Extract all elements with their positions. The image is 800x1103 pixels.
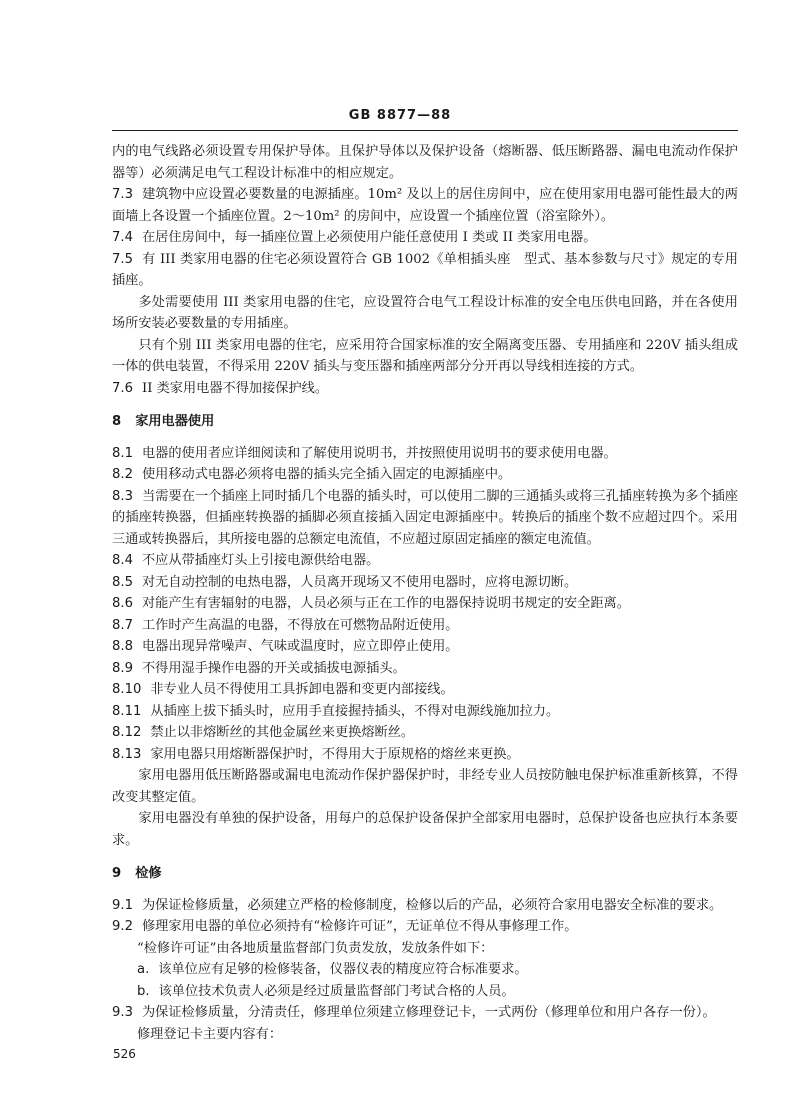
clause-number: 8.2: [112, 467, 133, 482]
clause-number: 8.3: [112, 488, 133, 504]
section-title: 家用电器使用: [135, 414, 215, 429]
clause-8-7: [112, 615, 738, 637]
clause-number: 7.5: [112, 251, 133, 267]
clause-text: II 类家用电器不得加接保护线。: [141, 380, 329, 396]
clause-text: 非专业人员不得使用工具拆卸电器和变更内部接线。: [150, 682, 454, 697]
clause-number: 9.3: [112, 1005, 133, 1020]
clause-text: 家用电器只用熔断器保护时，不得用大于原规格的熔丝来更换。: [150, 746, 520, 762]
clause-9-1: [112, 895, 738, 917]
clause-8-4: [112, 550, 738, 572]
clause-7-5-para-a: 多处需要使用 III 类家用电器的住宅，应设置符合电气工程设计标准的安全电压供电回路，并在各使用场所安装必要数量的专用插座。: [112, 294, 738, 331]
section-number: 8: [112, 414, 122, 429]
clause-8-3: [112, 486, 738, 551]
clause-number: 8.8: [112, 639, 133, 654]
clause-text: 为保证检修质量，分清责任，修理单位须建立修理登记卡，一式两份（修理单位和用户各存一份）。: [141, 1005, 716, 1020]
clause-9-2: [112, 916, 738, 938]
clause-9-3-para: 修理登记卡主要内容有：: [137, 1026, 283, 1042]
clause-8-8: [112, 636, 738, 658]
page-number: 526: [113, 1047, 136, 1061]
clause-8-9: [112, 658, 738, 680]
section-number: 9: [112, 866, 122, 881]
list-text: 该单位应有足够的检修装备，仪器仪表的精度应符合标准要求。: [158, 962, 528, 977]
clause-7-5: [112, 249, 738, 292]
clause-8-5: [112, 572, 738, 594]
clause-text: 工作时产生高温的电器，不得放在可燃物品附近使用。: [141, 617, 459, 633]
clause-7-6: [112, 378, 738, 400]
clause-text: 电器出现异常噪声、气味或温度时，应立即停止使用。: [141, 639, 459, 654]
clause-text: 对无自动控制的电热电器，人员离开现场又不使用电器时，应将电源切断。: [141, 574, 578, 590]
list-label: a.: [137, 962, 150, 977]
clause-text: 有 III 类家用电器的住宅必须设置符合 GB 1002《单相插头座 型式、基本参数与尺寸》规定的专用插座。: [112, 251, 738, 288]
clause-8-1: [112, 443, 738, 465]
clause-number: 8.5: [112, 574, 133, 590]
list-label: b.: [137, 983, 150, 999]
standard-code-header: GB 8877—88: [348, 108, 452, 123]
clause-text: 修理家用电器的单位必须持有“检修许可证”，无证单位不得从事修理工作。: [141, 919, 578, 934]
clause-number: 8.7: [112, 617, 133, 633]
clause-number: 8.13: [112, 746, 142, 762]
clause-9-2-para: “检修许可证”由各地质量监督部门负责发放，发放条件如下：: [137, 940, 494, 956]
clause-number: 8.6: [112, 596, 133, 611]
section-9-heading: [112, 863, 738, 885]
clause-8-13-para-a: 家用电器用低压断路器或漏电电流动作保护器保护时，非经专业人员按防触电保护标准重新核算，不得改变其整定值。: [112, 768, 738, 805]
clause-number: 7.6: [112, 380, 133, 396]
section-8-heading: [112, 411, 738, 433]
clause-text: 当需要在一个插座上同时插几个电器的插头时，可以使用二脚的三通插头或将三孔插座转换为多个插座的插座转换器，但插座转换器的插脚必须直接插入固定电源插座中。转换后的插座个数不应超过四个。采用三通或转换器后，其所接电器的总额定电流值，不应超过原固定插座的额定电流值。: [112, 488, 738, 547]
clause-8-13: [112, 744, 738, 766]
clause-number: 8.1: [112, 445, 133, 461]
section-7-continuation: 内的电气线路必须设置专用保护导体。且保护导体以及保护设备（熔断器、低压断路器、漏电电流动作保护器等）必须满足电气工程设计标准中的相应规定。: [112, 144, 738, 181]
clause-8-13-para-b: 家用电器没有单独的保护设备，用每户的总保护设备保护全部家用电器时，总保护设备也应执行本条要求。: [112, 811, 738, 848]
clause-text: 不得用湿手操作电器的开关或插拔电源插头。: [141, 660, 406, 676]
clause-number: 9.1: [112, 897, 133, 913]
list-item-b: [112, 981, 738, 1003]
clause-8-2: [112, 464, 738, 486]
clause-text: 使用移动式电器必须将电器的插头完全插入固定的电源插座中。: [141, 467, 512, 482]
list-text: 该单位技术负责人必须是经过质量监督部门考试合格的人员。: [158, 983, 515, 999]
clause-9-3: [112, 1002, 738, 1024]
clause-text: 电器的使用者应详细阅读和了解使用说明书，并按照使用说明书的要求使用电器。: [141, 445, 617, 461]
clause-number: 9.2: [112, 919, 133, 934]
clause-text: 不应从带插座灯头上引接电源供给电器。: [141, 553, 380, 568]
clause-8-12: [112, 722, 738, 744]
clause-7-5-para-b: 只有个别 III 类家用电器的住宅，应采用符合国家标准的安全隔离变压器、专用插座和 220V 插头组成一体的供电装置，不得采用 220V 插头与变压器和插座两部分分开再以导线相连接的方式。: [112, 337, 738, 374]
clause-text: 对能产生有害辐射的电器，人员必须与正在工作的电器保持说明书规定的安全距离。: [141, 596, 630, 611]
clause-text: 禁止以非熔断丝的其他金属丝来更换熔断丝。: [150, 725, 415, 740]
clause-number: 8.11: [112, 703, 142, 719]
clause-number: 8.4: [112, 553, 133, 568]
clause-text: 从插座上拔下插头时，应用手直接握持插头，不得对电源线施加拉力。: [150, 703, 560, 719]
clause-8-10: [112, 679, 738, 701]
clause-number: 8.10: [112, 682, 142, 697]
clause-8-11: [112, 701, 738, 723]
clause-text: 在居住房间中，每一插座位置上必须使用户能任意使用 I 类或 II 类家用电器。: [141, 230, 597, 245]
clause-number: 8.9: [112, 660, 133, 676]
clause-number: 7.3: [112, 187, 133, 202]
document-body: [112, 141, 738, 1045]
clause-7-3: [112, 184, 738, 227]
header-rule: [112, 130, 738, 131]
section-title: 检修: [135, 866, 162, 881]
clause-text: 为保证检修质量，必须建立严格的检修制度，检修以后的产品，必须符合家用电器安全标准的要求。: [141, 897, 723, 913]
section-8-clauses: [112, 443, 738, 766]
clause-7-4: [112, 227, 738, 249]
clause-number: 7.4: [112, 230, 133, 245]
clause-text: 建筑物中应设置必要数量的电源插座。10m² 及以上的居住房间中，应在使用家用电器可能性最大的两面墙上各设置一个插座位置。2～10m² 的房间中，应设置一个插座位置（浴室除外）。: [112, 187, 738, 224]
clause-number: 8.12: [112, 725, 142, 740]
clause-8-6: [112, 593, 738, 615]
list-item-a: [112, 959, 738, 981]
